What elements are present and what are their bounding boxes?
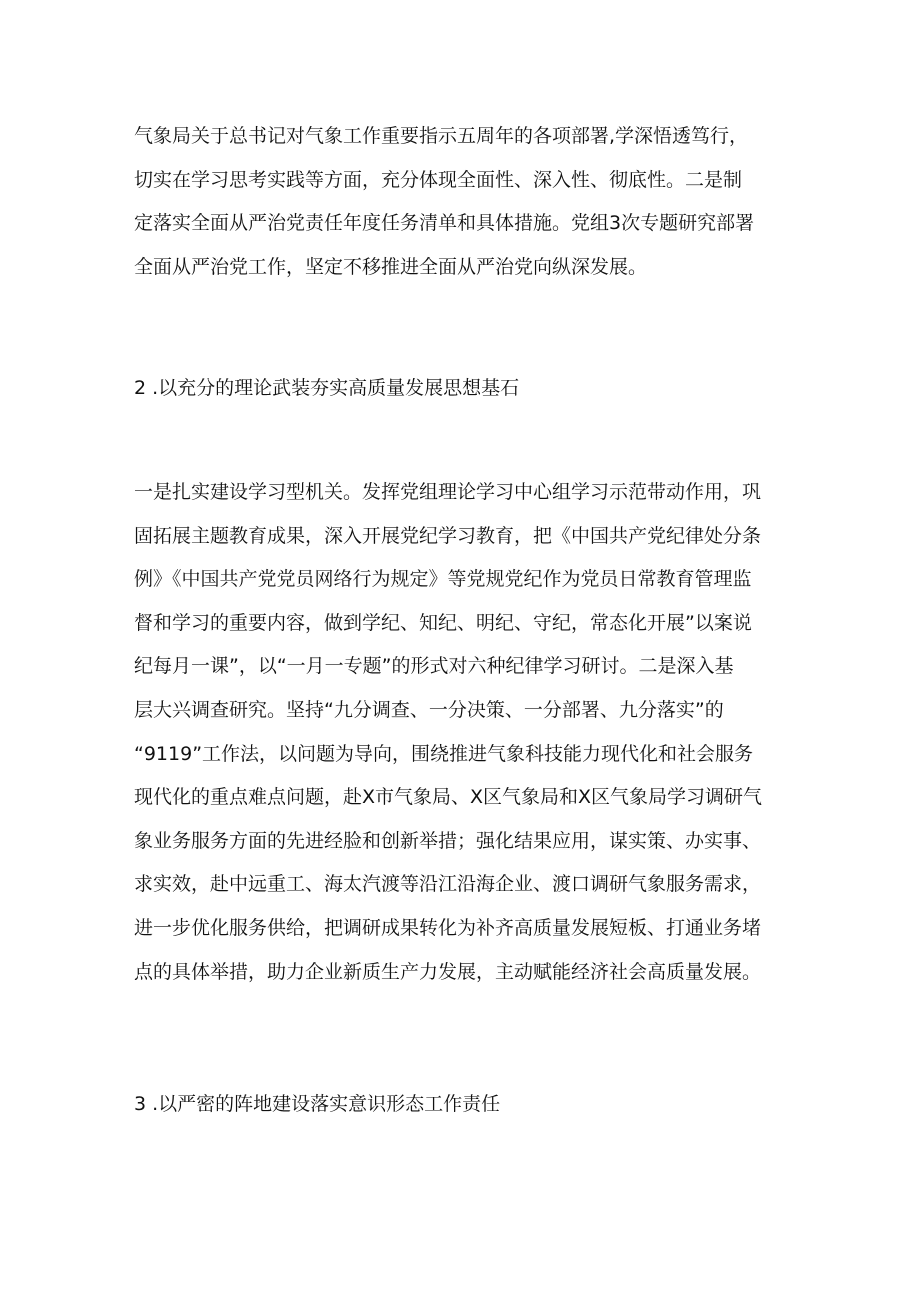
paragraph-1: [134, 115, 794, 289]
paragraph-line: 层大兴调查研究。坚持“九分调查、一分决策、一分部署、九分落实”的: [134, 698, 724, 721]
paragraph-2: [134, 471, 794, 994]
section-heading-3: 3 .以严密的阵地建设落实意识形态工作责任: [134, 1093, 501, 1115]
paragraph-line: 求实效，赴中远重工、海太汽渡等沿江沿海企业、渡口调研气象服务需求，: [134, 873, 762, 896]
paragraph-line: 一是扎实建设学习型机关。发挥党组理论学习中心组学习示范带动作用，巩: [134, 481, 762, 503]
paragraph-line: 例》《中国共产党党员网络行为规定》等党规党纪作为党员日常教育管理监: [134, 568, 752, 591]
paragraph-line: 督和学习的重要内容，做到学纪、知纪、明纪、守纪，常态化开展”以案说: [134, 611, 752, 634]
paragraph-line: 纪每月一课”，以“一月一专题”的形式对六种纪律学习研讨。二是深入基: [134, 655, 734, 678]
paragraph-line: 现代化的重点难点问题，赴X市气象局、X区气象局和X区气象局学习调研气: [134, 786, 763, 809]
paragraph-line: 全面从严治党工作，坚定不移推进全面从严治党向纵深发展。: [134, 255, 648, 278]
paragraph-line: 定落实全面从严治党责任年度任务清单和具体措施。党组3次专题研究部署: [134, 212, 755, 235]
paragraph-line: 进一步优化服务供给，把调研成果转化为补齐高质量发展短板、打通业务堵: [134, 916, 762, 939]
paragraph-line: “9119”工作法，以问题为导向，围绕推进气象科技能力现代化和社会服务: [134, 742, 754, 765]
paragraph-line: 固拓展主题教育成果，深入开展党纪学习教育，把《中国共产党纪律处分条: [134, 524, 762, 547]
paragraph-line: 切实在学习思考实践等方面，充分体现全面性、深入性、彻底性。二是制: [134, 168, 743, 191]
paragraph-line: 点的具体举措，助力企业新质生产力发展，主动赋能经济社会高质量发展。: [134, 960, 762, 983]
section-heading-2: 2 .以充分的理论武装夯实高质量发展思想基石: [134, 377, 520, 399]
paragraph-line: 象业务服务方面的先进经脸和创新举措；强化结果应用，谋实策、办实事、: [134, 829, 762, 852]
paragraph-line: 气象局关于总书记对气象工作重要指示五周年的各项部署,学深悟透笃行，: [134, 125, 749, 147]
